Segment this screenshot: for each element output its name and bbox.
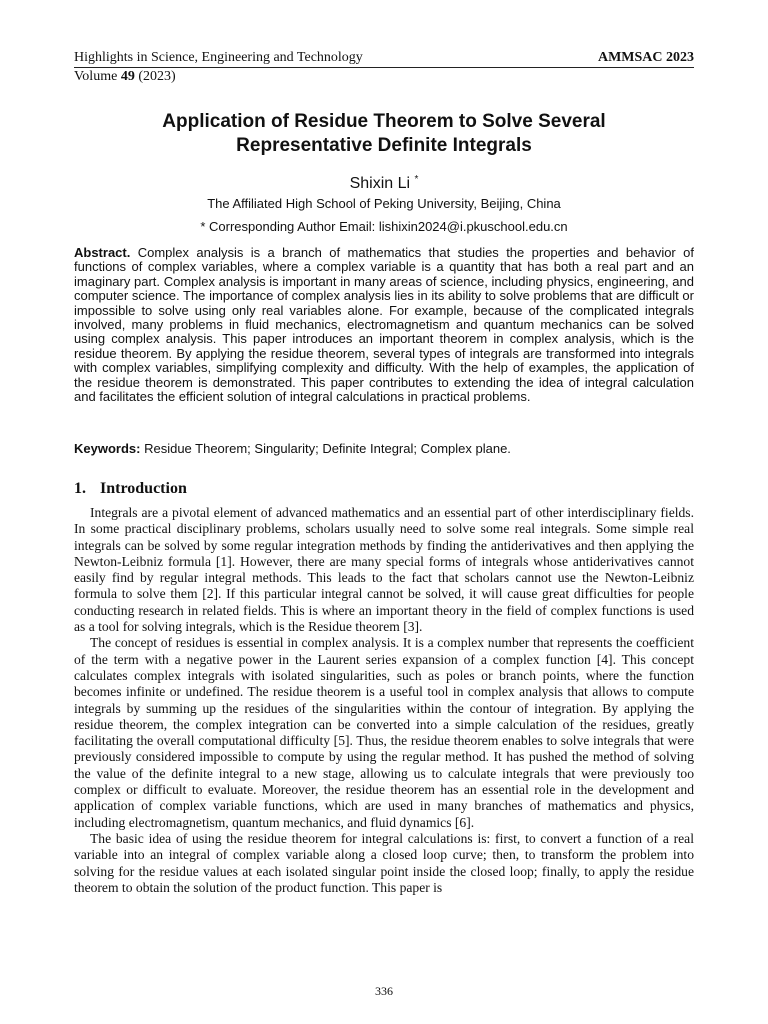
header-row bbox=[74, 50, 694, 68]
paper-title bbox=[74, 110, 694, 158]
page-number: 336 bbox=[375, 984, 393, 998]
paragraph: The concept of residues is essential in complex analysis. It is a complex number that represents the coefficient of the term with a negative power in the Laurent series expansion of a complex function [4]. This concept calculates complex integrals with isolated singularities, such as poles or branch points, where the function becomes infinite or undefined. The residue theorem is a useful tool in complex analysis that allows to compute integrals by summing up the residues of the singularities within the contour of integration. By applying the residue theorem, the complex integration can be converted into a simple calculation of the residues, greatly facilitating the overall computational difficulty [5]. Thus, the residue theorem enables to solve integrals that were previously considered impossible to compute by using the regular method. It has pushed the method of solving the value of the definite integral to a new stage, allowing us to calculate integrals that were previously too complex or difficult to evaluate. Moreover, the residue theorem has an essential role in the development and application of complex variable functions, which are used in many branches of mathematics and physics, including electromagnetism, quantum mechanics, and fluid dynamics [6]. bbox=[74, 635, 694, 830]
section-title: Introduction bbox=[100, 480, 187, 497]
keywords-label: Keywords: bbox=[74, 441, 141, 456]
keywords bbox=[74, 441, 694, 457]
volume-prefix: Volume bbox=[74, 69, 121, 84]
abstract-text: Complex analysis is a branch of mathematics that studies the properties and behavior of functions of complex variables, where a complex variable is a quantity that has both a real part and an imaginary part. Complex analysis is important in many areas of science, including physics, engineering, and computer science. The importance of complex analysis lies in its ability to solve problems that are difficult or impossible to solve using only real variables alone. For example, because of the complicated integrals involved, many problems in fluid mechanics, electromagnetism and quantum mechanics can be solved using complex analysis. This paper introduces an important theorem in complex analysis, which is the residue theorem. By applying the residue theorem, several types of integrals are transformed into integrals with complex variables, simplifying complexity and difficulty. With the help of examples, the application of the residue theorem is demonstrated. This paper contributes to extending the idea of integral calculation and facilitates the efficient solution of integral calculations in practical problems. bbox=[74, 245, 694, 405]
section-number: 1. bbox=[74, 480, 86, 497]
running-header bbox=[74, 50, 694, 85]
section-heading bbox=[74, 479, 694, 499]
title-line-2: Representative Definite Integrals bbox=[236, 135, 532, 156]
body-text bbox=[74, 505, 694, 896]
conference-name: AMMSAC 2023 bbox=[597, 50, 694, 65]
keywords-text: Residue Theorem; Singularity; Definite Integral; Complex plane. bbox=[140, 441, 511, 456]
abstract-label: Abstract. bbox=[74, 245, 131, 260]
author-line bbox=[74, 170, 694, 194]
author-mark: * bbox=[414, 174, 419, 185]
volume-line bbox=[74, 69, 694, 85]
paragraph: The basic idea of using the residue theorem for integral calculations is: first, to convert a function of a real variable into an integral of complex variable along a closed loop curve; then, to transform the problem into solving for the residue values at each isolated singular point inside the closed loop; finally, to apply the residue theorem to obtain the solution of the product function. This paper is bbox=[74, 830, 694, 895]
journal-name: Highlights in Science, Engineering and Technology bbox=[74, 50, 363, 65]
volume-year: (2023) bbox=[134, 69, 176, 84]
volume-number: 49 bbox=[120, 69, 135, 84]
abstract bbox=[74, 246, 694, 404]
title-line-1: Application of Residue Theorem to Solve Several bbox=[162, 111, 606, 132]
author-name: Shixin Li bbox=[349, 175, 411, 192]
corresponding-email: * Corresponding Author Email: lishixin2024@i.pkuschool.edu.cn bbox=[200, 219, 568, 234]
affiliation: The Affiliated High School of Peking University, Beijing, China bbox=[207, 196, 561, 211]
paragraph: Integrals are a pivotal element of advanced mathematics and an essential part of other interdisciplinary fields. In some practical disciplinary problems, scholars usually need to solve some real integrals. Some simple real integrals can be solved by some regular integration methods by finding the antiderivatives and then applying the Newton-Leibniz formula [1]. However, there are many special forms of integrals whose antiderivatives cannot easily find by regular integral methods. This leads to the fact that scholars cannot use the Newton-Leibniz formula to solve them [2]. If this particular integral cannot be solved, it will cause great difficulties for people conducting research in related fields. This is where an important theory in the field of complex functions is used as a tool for solving integrals, which is the Residue theorem [3]. bbox=[74, 505, 694, 635]
